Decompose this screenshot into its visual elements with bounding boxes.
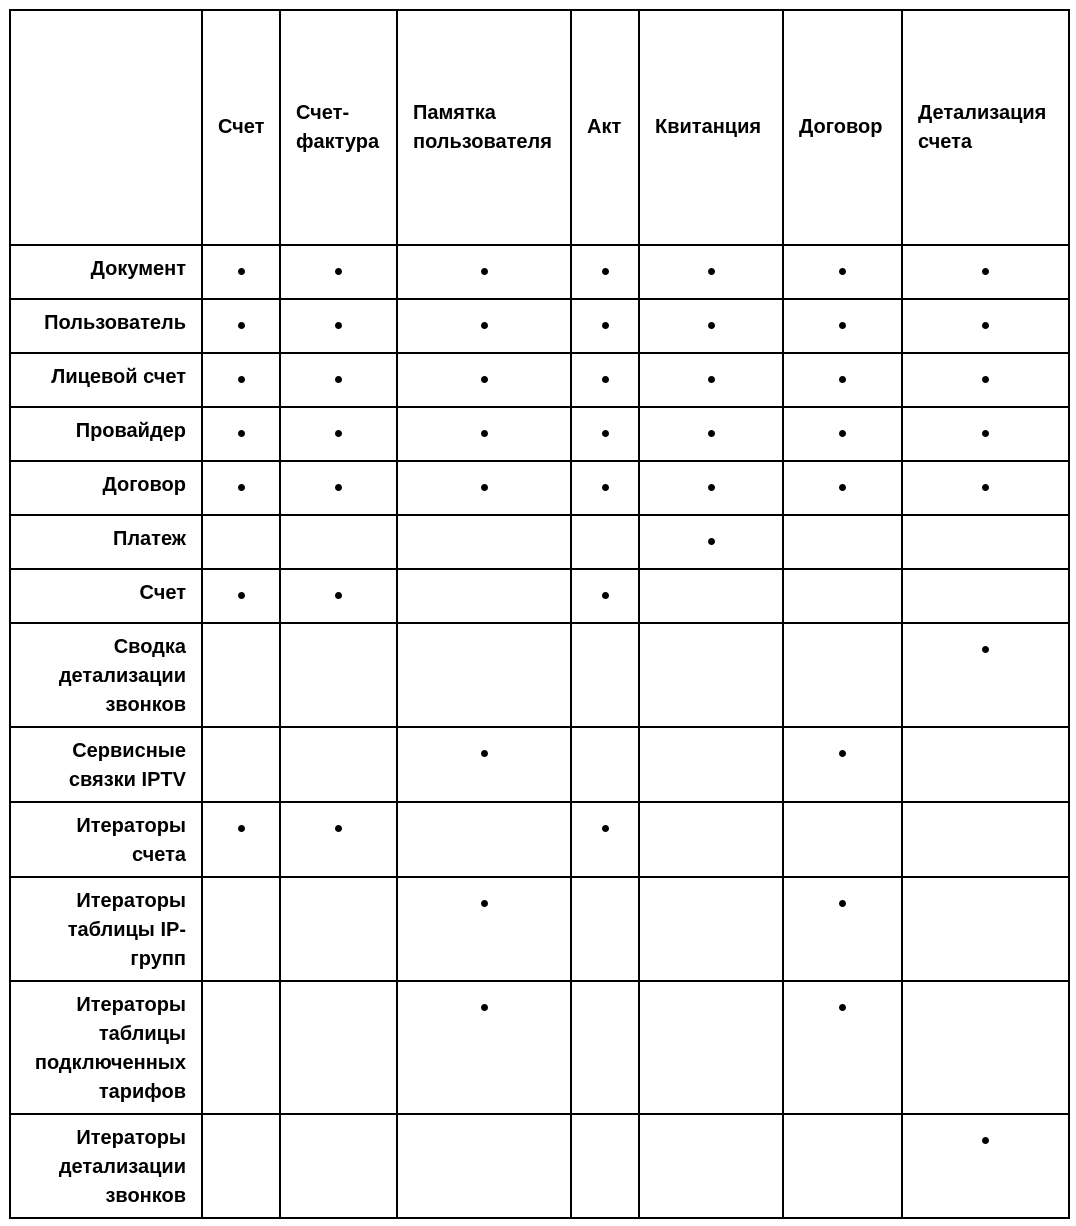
row-header-text: Сводка детализации звонков <box>58 636 186 716</box>
row-header-text: Провайдер <box>75 420 186 442</box>
bullet-mark-icon <box>481 750 488 757</box>
matrix-cell <box>280 299 397 353</box>
column-header <box>280 10 397 245</box>
matrix-cell <box>902 299 1069 353</box>
matrix-cell <box>571 515 639 569</box>
matrix-cell <box>639 353 783 407</box>
column-header: Счет <box>202 10 280 245</box>
matrix-cell <box>202 245 280 299</box>
row-header <box>10 981 202 1114</box>
matrix-cell <box>280 623 397 727</box>
matrix-cell <box>202 569 280 623</box>
matrix-cell <box>397 877 571 981</box>
matrix-cell <box>280 727 397 802</box>
matrix-cell <box>639 299 783 353</box>
bullet-mark-icon <box>238 430 245 437</box>
bullet-mark-icon <box>602 268 609 275</box>
matrix-cell <box>639 461 783 515</box>
matrix-cell <box>639 1114 783 1218</box>
matrix-cell <box>397 407 571 461</box>
matrix-cell <box>783 1114 902 1218</box>
matrix-cell <box>202 353 280 407</box>
bullet-mark-icon <box>481 376 488 383</box>
bullet-mark-icon <box>982 268 989 275</box>
bullet-mark-icon <box>708 268 715 275</box>
bullet-mark-icon <box>335 825 342 832</box>
bullet-mark-icon <box>335 430 342 437</box>
bullet-mark-icon <box>481 268 488 275</box>
matrix-cell <box>783 569 902 623</box>
matrix-cell <box>902 623 1069 727</box>
matrix-cell <box>639 623 783 727</box>
matrix-cell <box>902 569 1069 623</box>
matrix-cell <box>639 569 783 623</box>
matrix-cell <box>783 461 902 515</box>
matrix-cell <box>902 802 1069 877</box>
matrix-cell <box>902 245 1069 299</box>
matrix-cell <box>202 727 280 802</box>
matrix-cell <box>902 461 1069 515</box>
bullet-mark-icon <box>839 900 846 907</box>
row-header-text: Платеж <box>112 528 186 550</box>
matrix-cell <box>280 802 397 877</box>
row-header <box>10 727 202 802</box>
bullet-mark-icon <box>839 376 846 383</box>
matrix-cell <box>397 727 571 802</box>
bullet-mark-icon <box>481 484 488 491</box>
matrix-cell <box>639 877 783 981</box>
matrix-cell <box>280 569 397 623</box>
row-header <box>10 802 202 877</box>
table-row <box>10 407 1069 461</box>
matrix-cell <box>280 407 397 461</box>
bullet-mark-icon <box>335 484 342 491</box>
bullet-mark-icon <box>602 376 609 383</box>
column-header <box>397 10 571 245</box>
bullet-mark-icon <box>982 322 989 329</box>
matrix-cell <box>397 245 571 299</box>
bullet-mark-icon <box>481 900 488 907</box>
matrix-cell <box>202 1114 280 1218</box>
matrix-cell <box>397 515 571 569</box>
bullet-mark-icon <box>602 484 609 491</box>
matrix-cell <box>783 623 902 727</box>
table-row <box>10 515 1069 569</box>
bullet-mark-icon <box>839 430 846 437</box>
bullet-mark-icon <box>708 538 715 545</box>
row-header <box>10 623 202 727</box>
matrix-cell <box>571 461 639 515</box>
matrix-cell <box>280 353 397 407</box>
table-row <box>10 461 1069 515</box>
matrix-cell <box>202 407 280 461</box>
matrix-cell <box>571 623 639 727</box>
table-body <box>10 245 1069 1218</box>
matrix-cell <box>902 515 1069 569</box>
matrix-cell <box>783 407 902 461</box>
matrix-cell <box>397 461 571 515</box>
matrix-cell <box>571 877 639 981</box>
matrix-cell <box>639 727 783 802</box>
matrix-cell <box>783 981 902 1114</box>
bullet-mark-icon <box>481 430 488 437</box>
matrix-cell <box>902 1114 1069 1218</box>
column-header-text: Счет-фактура <box>296 101 380 153</box>
bullet-mark-icon <box>708 484 715 491</box>
column-header-text: Детализация счета <box>918 101 1047 153</box>
column-header: Акт <box>571 10 639 245</box>
bullet-mark-icon <box>335 268 342 275</box>
bullet-mark-icon <box>839 322 846 329</box>
matrix-cell <box>783 515 902 569</box>
bullet-mark-icon <box>982 646 989 653</box>
matrix-cell <box>639 407 783 461</box>
matrix-cell <box>639 245 783 299</box>
matrix-cell <box>202 877 280 981</box>
bullet-mark-icon <box>238 592 245 599</box>
bullet-mark-icon <box>238 322 245 329</box>
column-header-text: Памятка пользователя <box>413 101 552 153</box>
column-header: Квитанция <box>639 10 783 245</box>
row-header <box>10 299 202 353</box>
matrix-cell <box>639 981 783 1114</box>
matrix-cell <box>571 727 639 802</box>
bullet-mark-icon <box>982 430 989 437</box>
table-row <box>10 802 1069 877</box>
matrix-cell <box>571 299 639 353</box>
matrix-cell <box>280 877 397 981</box>
matrix-cell <box>571 407 639 461</box>
matrix-cell <box>571 802 639 877</box>
document-table-wrapper <box>9 9 1070 1219</box>
table-row <box>10 1114 1069 1218</box>
table-row <box>10 623 1069 727</box>
bullet-mark-icon <box>602 825 609 832</box>
matrix-cell <box>783 299 902 353</box>
bullet-mark-icon <box>335 592 342 599</box>
column-header: Договор <box>783 10 902 245</box>
matrix-cell <box>639 802 783 877</box>
row-header-text: Счет <box>139 582 186 604</box>
matrix-cell <box>397 981 571 1114</box>
matrix-cell <box>639 515 783 569</box>
corner-cell <box>10 10 202 245</box>
matrix-cell <box>571 1114 639 1218</box>
header-row <box>10 10 1069 245</box>
row-header <box>10 353 202 407</box>
row-header <box>10 461 202 515</box>
matrix-cell <box>571 245 639 299</box>
matrix-cell <box>397 623 571 727</box>
bullet-mark-icon <box>335 322 342 329</box>
row-header-text: Итераторы таблицы подключенных тарифов <box>34 994 186 1103</box>
bullet-mark-icon <box>481 322 488 329</box>
row-header <box>10 515 202 569</box>
table-row <box>10 299 1069 353</box>
bullet-mark-icon <box>602 322 609 329</box>
bullet-mark-icon <box>602 592 609 599</box>
matrix-cell <box>783 353 902 407</box>
bullet-mark-icon <box>839 484 846 491</box>
bullet-mark-icon <box>481 1004 488 1011</box>
matrix-cell <box>280 245 397 299</box>
matrix-cell <box>280 515 397 569</box>
matrix-cell <box>397 569 571 623</box>
matrix-cell <box>902 727 1069 802</box>
matrix-cell <box>902 981 1069 1114</box>
matrix-cell <box>783 877 902 981</box>
matrix-cell <box>571 569 639 623</box>
bullet-mark-icon <box>839 268 846 275</box>
table-row <box>10 245 1069 299</box>
matrix-cell <box>571 981 639 1114</box>
row-header <box>10 407 202 461</box>
row-header <box>10 1114 202 1218</box>
matrix-cell <box>280 461 397 515</box>
matrix-cell <box>902 877 1069 981</box>
table-row <box>10 877 1069 981</box>
matrix-cell <box>902 407 1069 461</box>
matrix-cell <box>202 623 280 727</box>
bullet-mark-icon <box>982 484 989 491</box>
bullet-mark-icon <box>708 322 715 329</box>
table-row <box>10 981 1069 1114</box>
row-header-text: Документ <box>90 258 186 280</box>
matrix-cell <box>202 981 280 1114</box>
bullet-mark-icon <box>335 376 342 383</box>
matrix-cell <box>397 353 571 407</box>
document-entity-matrix <box>9 9 1070 1219</box>
row-header-text: Договор <box>102 474 186 496</box>
row-header-text: Сервисные связки IPTV <box>68 740 186 791</box>
matrix-cell <box>783 245 902 299</box>
matrix-cell <box>902 353 1069 407</box>
row-header-text: Итераторы счета <box>76 815 186 866</box>
bullet-mark-icon <box>238 484 245 491</box>
table-row <box>10 353 1069 407</box>
table-row <box>10 569 1069 623</box>
matrix-cell <box>397 802 571 877</box>
matrix-cell <box>571 353 639 407</box>
matrix-cell <box>280 1114 397 1218</box>
row-header <box>10 245 202 299</box>
bullet-mark-icon <box>839 1004 846 1011</box>
bullet-mark-icon <box>238 268 245 275</box>
row-header <box>10 569 202 623</box>
bullet-mark-icon <box>238 825 245 832</box>
matrix-cell <box>202 461 280 515</box>
row-header-text: Итераторы таблицы IP-групп <box>67 890 186 970</box>
bullet-mark-icon <box>982 1137 989 1144</box>
matrix-cell <box>202 802 280 877</box>
bullet-mark-icon <box>982 376 989 383</box>
row-header-text: Лицевой счет <box>51 366 186 388</box>
row-header-text: Итераторы детализации звонков <box>58 1127 186 1207</box>
bullet-mark-icon <box>839 750 846 757</box>
bullet-mark-icon <box>602 430 609 437</box>
matrix-cell <box>783 727 902 802</box>
row-header <box>10 877 202 981</box>
bullet-mark-icon <box>708 430 715 437</box>
bullet-mark-icon <box>708 376 715 383</box>
matrix-cell <box>202 299 280 353</box>
bullet-mark-icon <box>238 376 245 383</box>
matrix-cell <box>397 1114 571 1218</box>
column-header <box>902 10 1069 245</box>
matrix-cell <box>783 802 902 877</box>
matrix-cell <box>397 299 571 353</box>
row-header-text: Пользователь <box>44 312 186 334</box>
matrix-cell <box>202 515 280 569</box>
matrix-cell <box>280 981 397 1114</box>
table-row <box>10 727 1069 802</box>
